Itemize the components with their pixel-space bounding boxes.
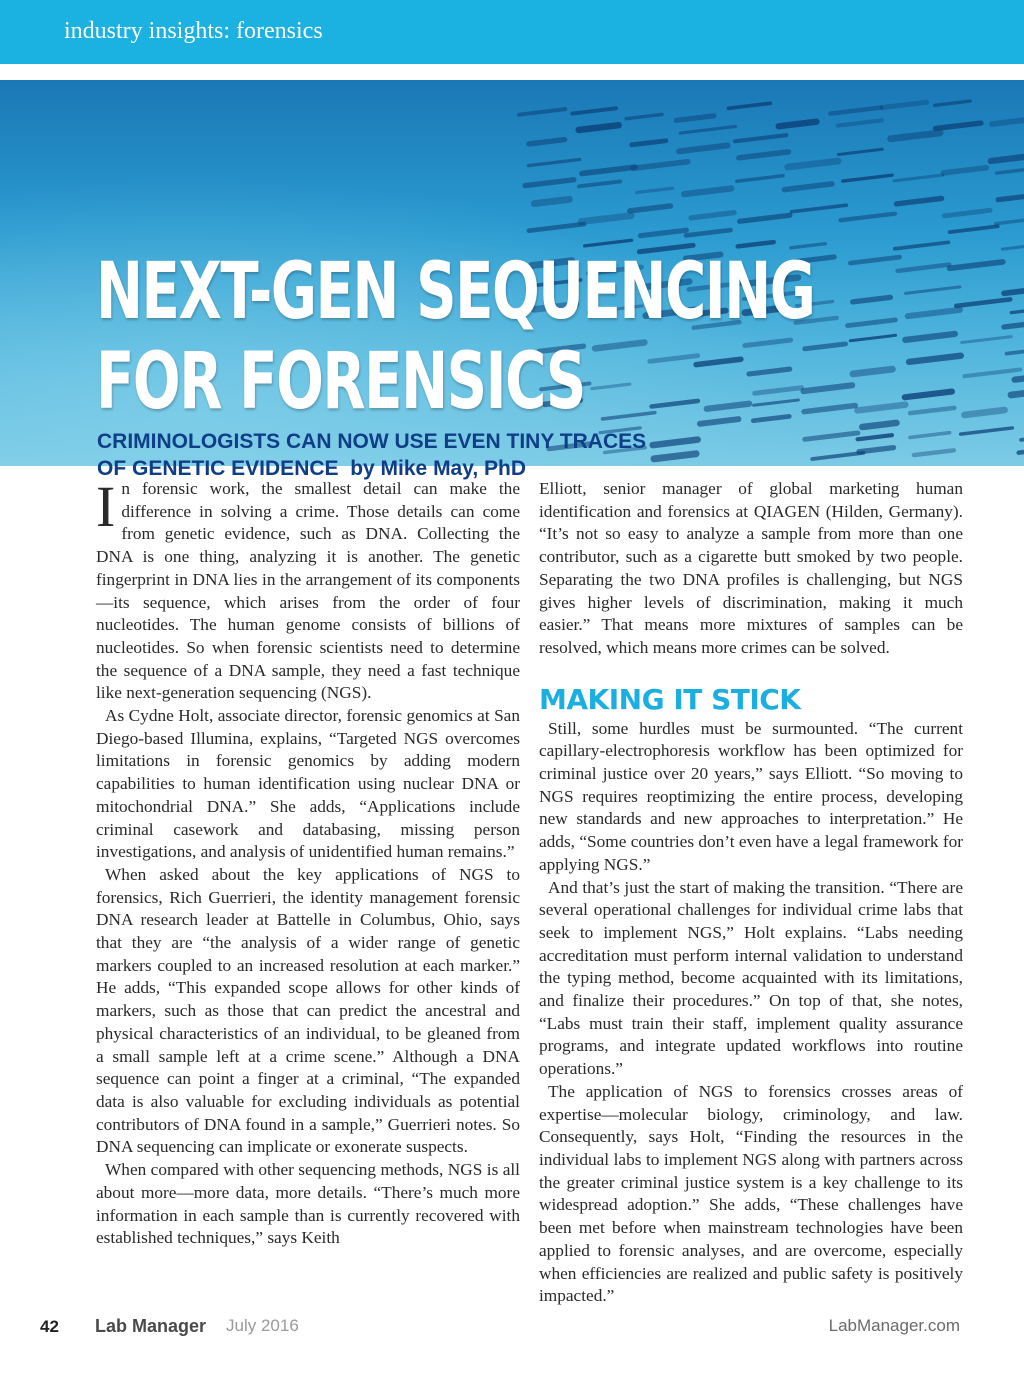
gel-band [853, 369, 892, 374]
section-subhead: MAKING IT STICK [539, 682, 801, 716]
article-paragraph: As Cydne Holt, associate director, forensic genomics at San Diego-based Illumina, explains, “Targeted NGS overcomes limitations in forensic genomics by adding modern capabilities to human identification using nuclear DNA or mitochondrial DNA.” She adds, “Applications include criminal casework and databasing, missing person investigations, and analysis of unidentified human remains.” [96, 706, 520, 862]
article-deck [97, 428, 646, 482]
section-label: industry insights: forensics [64, 18, 323, 44]
byline: by Mike May, PhD [350, 457, 527, 480]
article-paragraph: Still, some hurdles must be surmounted. “The current capillary-electrophoresis workflow has been optimized for criminal justice over 20 years,” says Elliott. “So moving to NGS requires reoptimizing the entire process, developing new standards and new approaches to interpretation.” He adds, “Some countries don’t even have a legal framework for applying NGS.” [539, 718, 963, 874]
deck-line-1: CRIMINOLOGISTS CAN NOW USE EVEN TINY TRACES [97, 430, 647, 453]
article-paragraph: When compared with other sequencing methods, NGS is all about more—more data, more details. “There’s much more information in each sample than is currently recovered with established techniques,” says Keith [96, 1160, 520, 1248]
headline-line-2: FOR FORENSICS [96, 337, 585, 427]
page-footer [0, 1312, 1024, 1342]
deck-line-2: OF GENETIC EVIDENCE [97, 457, 339, 480]
gel-band [534, 199, 569, 203]
headline-line-1: NEXT-GEN SEQUENCING [96, 247, 815, 337]
magazine-name: Lab Manager [95, 1316, 207, 1336]
article-headline [96, 247, 814, 427]
gel-band [779, 122, 817, 127]
article-paragraph: The application of NGS to forensics crosses areas of expertise—molecular biology, criminology, and law. Consequently, says Holt, “Finding the resources in the individual labs to implement NGS along with partners across the greater criminal justice system is a key challenge to its widespread adoption.” She adds, “These challenges have been met before when mainstream technologies have been applied to forensic analyses, and are overcome, especially when efficiencies are realized and public safety is positively impacted.” [539, 1081, 963, 1306]
drop-cap: I [96, 474, 116, 539]
article-paragraph: When asked about the key applications of NGS to forensics, Rich Guerrieri, the identity management forensic DNA research leader at Battelle in Columbus, Ohio, says that they are “the analysis of a wider range of genetic markers coupled to an increased resolution at each marker.” He adds, “This expanded scope allows for other kinds of markers, such as those that can predict the ancestral and physical characteristics of an individual, to be gleaned from a small sample left at a crime scene.” Although a DNA sequence can point a finger at a criminal, “The expanded data is also valuable for excluding individuals as potential contributors of DNA found in a sample,” Guerrieri notes. So DNA sequencing can implicate or exonerate suspects. [96, 864, 520, 1157]
issue-date: July 2016 [226, 1316, 299, 1335]
article-paragraph: And that’s just the start of making the transition. “There are several operational challenges for individual crime labs that seek to implement NGS,” Holt explains. “Labs needing accreditation must perform internal validation to understand the typing method, become acquainted with its limitations, and finalize their procedures.” On top of that, she notes, “Labs must train their staff, implement quality assurance programs, and integrate updated workflows into routine operations.” [539, 877, 963, 1079]
section-header-bar [0, 0, 1024, 64]
article-column-right [539, 478, 963, 1308]
hero-image [0, 80, 1024, 480]
article-paragraph: In forensic work, the smallest detail can make the difference in solving a crime. Those details can come from genetic evidence, such as DNA. Collecting the DNA is one thing, analyzing it is another. The genetic fingerprint in DNA lies in the arrangement of its components—its sequence, which arises from the order of four nucleotides. The human genome consists of billions of nucleotides. So when forensic scientists need to determine the sequence of a DNA sample, they need a fast technique like next-generation sequencing (NGS). [96, 474, 520, 703]
gel-band [862, 423, 896, 427]
website-url: LabManager.com [828, 1316, 960, 1335]
page-number: 42 [40, 1317, 59, 1336]
article-column-left [96, 474, 520, 1250]
article-paragraph: Elliott, senior manager of global marketing human identification and forensics at QIAGEN (Hilden, Germany). “It’s not so easy to analyze a sample from more than one contributor, such as a cigarette butt smoked by two people. Separating the two DNA profiles is challenging, but NGS gives higher levels of discrimination, making it much easier.” That means more mixtures of samples can be resolved, which means more crimes can be solved. [539, 479, 963, 657]
